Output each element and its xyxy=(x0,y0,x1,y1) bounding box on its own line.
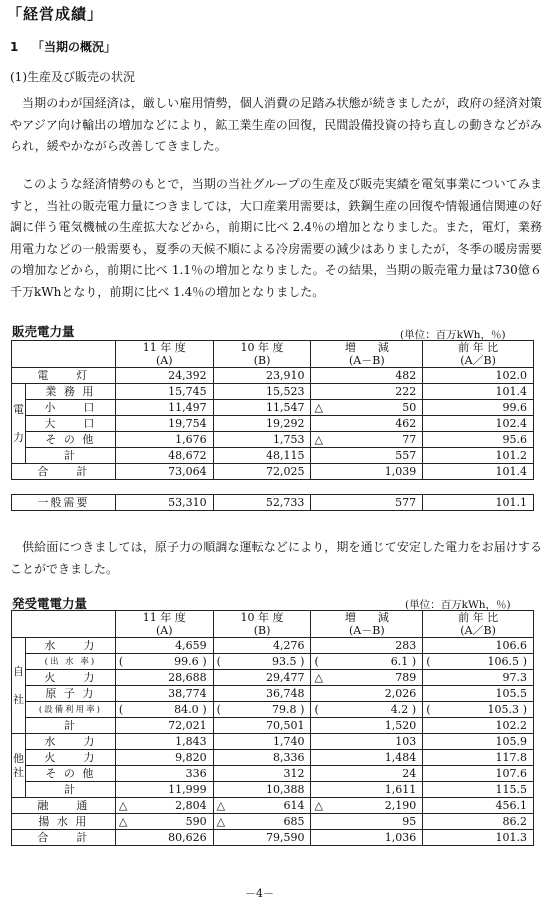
value-fy11: 19,754 xyxy=(115,416,213,432)
table-row xyxy=(12,814,534,830)
value-ratio: 86.2 xyxy=(423,814,534,830)
change-number: 24 xyxy=(402,766,417,780)
row-label: 一般需要 xyxy=(12,495,116,511)
change-number: 2,026 xyxy=(384,686,417,700)
table-row xyxy=(12,686,534,702)
value-fy11: 28,688 xyxy=(115,670,213,686)
value-fy11: 72,021 xyxy=(115,718,213,734)
value-fy11: 38,774 xyxy=(115,686,213,702)
value-fy10: 10,388 xyxy=(213,782,311,798)
value-fy10: 70,501 xyxy=(213,718,311,734)
change-number: 462 xyxy=(395,416,417,430)
value-ratio: 105.5 xyxy=(423,686,534,702)
value-fy11 xyxy=(115,814,213,830)
value-fy11: 1,676 xyxy=(115,432,213,448)
open-paren: ( xyxy=(426,702,431,716)
table-row xyxy=(12,416,534,432)
value-fy10: 19,292 xyxy=(213,416,311,432)
header-fy11-sub: (A) xyxy=(155,354,173,367)
paren-number: 4.2 xyxy=(390,702,409,716)
header-fy10 xyxy=(213,341,311,368)
value-fy10: 29,477 xyxy=(213,670,311,686)
own-company-group-label xyxy=(12,638,26,734)
cell-number: 2,190 xyxy=(384,798,417,812)
change-number: 103 xyxy=(395,734,417,748)
value-ratio xyxy=(423,654,534,670)
header-ratio-label: 前 年 比 xyxy=(458,611,499,624)
value-change xyxy=(311,750,423,766)
value-change xyxy=(311,830,423,846)
value-ratio: 101.3 xyxy=(423,830,534,846)
sales-table-unit: (単位：百万kWh，％) xyxy=(400,329,506,341)
value-change xyxy=(311,718,423,734)
value-ratio: 101.2 xyxy=(423,448,534,464)
cell-number: 590 xyxy=(185,814,207,828)
row-label: (設備利用率) xyxy=(25,702,115,718)
value-change xyxy=(311,368,423,384)
value-fy11: 11,497 xyxy=(115,400,213,416)
value-fy10: 23,910 xyxy=(213,368,311,384)
gen-table-unit: (単位：百万kWh，％) xyxy=(405,599,511,611)
table-row xyxy=(12,718,534,734)
header-blank xyxy=(12,611,116,638)
value-change xyxy=(311,400,423,416)
paren-number: 105.3 xyxy=(487,702,519,716)
decrease-mark: △ xyxy=(314,432,323,446)
decrease-mark: △ xyxy=(314,798,323,812)
change-number: 283 xyxy=(395,638,417,652)
other-company-group-label xyxy=(12,734,26,798)
row-label: 水 力 xyxy=(25,734,115,750)
header-fy10-label: 10 年 度 xyxy=(240,341,284,354)
paren-number: 79.8 xyxy=(271,702,297,716)
value-fy10 xyxy=(213,702,311,718)
value-fy10: 4,276 xyxy=(213,638,311,654)
value-fy11: 15,745 xyxy=(115,384,213,400)
header-change-label: 増 減 xyxy=(344,611,389,624)
value-ratio: 97.3 xyxy=(423,670,534,686)
value-fy11 xyxy=(115,654,213,670)
value-change xyxy=(311,654,423,670)
close-paren: ) xyxy=(300,654,305,668)
value-fy10 xyxy=(213,654,311,670)
value-fy11: 336 xyxy=(115,766,213,782)
table-row-total xyxy=(12,830,534,846)
value-ratio: 102.4 xyxy=(423,416,534,432)
row-label: 揚 水 用 xyxy=(12,814,116,830)
value-fy11: 48,672 xyxy=(115,448,213,464)
value-fy10: 15,523 xyxy=(213,384,311,400)
row-label: (出 水 率) xyxy=(25,654,115,670)
row-label: 融 通 xyxy=(12,798,116,814)
group-char: 電 xyxy=(12,402,24,416)
paren-number: 93.5 xyxy=(271,654,297,668)
change-number: 557 xyxy=(395,448,417,462)
row-label: 業 務 用 xyxy=(25,384,115,400)
value-fy11 xyxy=(115,830,213,846)
sales-table xyxy=(11,340,534,480)
value-fy11: 4,659 xyxy=(115,638,213,654)
header-ratio-sub: (A／B) xyxy=(460,624,496,637)
header-ratio-sub: (A／B) xyxy=(460,354,496,367)
row-label: 電 灯 xyxy=(12,368,116,384)
header-fy10-sub: (B) xyxy=(253,354,271,367)
open-paren: ( xyxy=(118,654,124,668)
row-label: 大 口 xyxy=(25,416,115,432)
value-change xyxy=(311,670,423,686)
header-ratio-label: 前 年 比 xyxy=(458,341,499,354)
value-ratio: 101.4 xyxy=(423,384,534,400)
value-change xyxy=(311,766,423,782)
sales-header-row xyxy=(12,341,534,368)
close-paren: ) xyxy=(202,654,207,668)
cell-number: 1,036 xyxy=(384,830,417,844)
table-row xyxy=(12,432,534,448)
row-label: 火 力 xyxy=(25,750,115,766)
header-fy10-sub: (B) xyxy=(253,624,271,637)
value-fy11: 11,999 xyxy=(115,782,213,798)
value-change xyxy=(311,686,423,702)
decrease-mark: △ xyxy=(216,814,226,828)
value-fy10: 36,748 xyxy=(213,686,311,702)
change-number: 77 xyxy=(402,432,417,446)
value-ratio: 102.2 xyxy=(423,718,534,734)
value-fy10: 48,115 xyxy=(213,448,311,464)
value-change xyxy=(311,432,423,448)
decrease-mark: △ xyxy=(118,798,128,812)
change-number: 1,484 xyxy=(384,750,417,764)
open-paren: ( xyxy=(314,654,319,668)
header-change xyxy=(311,611,423,638)
value-fy10 xyxy=(213,830,311,846)
row-label: 小 口 xyxy=(25,400,115,416)
row-label: 火 力 xyxy=(25,670,115,686)
section-title xyxy=(10,38,116,55)
paren-number: 84.0 xyxy=(174,702,199,716)
value-fy10: 11,547 xyxy=(213,400,311,416)
row-label: 計 xyxy=(25,448,115,464)
paren-number: 106.5 xyxy=(487,654,519,668)
value-ratio: 107.6 xyxy=(423,766,534,782)
row-label: そ の 他 xyxy=(25,766,115,782)
cell-number: 95 xyxy=(402,814,417,828)
table-row xyxy=(12,654,534,670)
value-fy10: 1,753 xyxy=(213,432,311,448)
value-fy11: 9,820 xyxy=(115,750,213,766)
open-paren: ( xyxy=(314,702,319,716)
change-number: 789 xyxy=(395,670,417,684)
table-row xyxy=(12,734,534,750)
table-row xyxy=(12,702,534,718)
power-group-label xyxy=(12,384,26,464)
value-fy10 xyxy=(213,814,311,830)
document-heading: 「経営成績」 xyxy=(7,5,104,23)
change-number: 222 xyxy=(395,384,417,398)
row-label: 水 力 xyxy=(25,638,115,654)
open-paren: ( xyxy=(426,654,431,668)
value-ratio xyxy=(423,702,534,718)
value-ratio: 102.0 xyxy=(423,368,534,384)
header-change xyxy=(311,341,423,368)
page-number: －4－ xyxy=(245,887,274,900)
header-fy10 xyxy=(213,611,311,638)
value-fy11: 24,392 xyxy=(115,368,213,384)
value-ratio: 456.1 xyxy=(423,798,534,814)
table-row xyxy=(12,798,534,814)
decrease-mark: △ xyxy=(118,814,128,828)
value-change: 577 xyxy=(311,495,423,511)
change-number: 1,039 xyxy=(384,464,417,478)
table-row xyxy=(12,766,534,782)
value-change xyxy=(311,638,423,654)
generation-table xyxy=(11,610,534,846)
group-char: 他 xyxy=(12,751,24,765)
change-number: 1,611 xyxy=(384,782,417,796)
value-change xyxy=(311,448,423,464)
change-number: 482 xyxy=(395,368,417,382)
row-label: 計 xyxy=(25,718,115,734)
general-demand-table xyxy=(11,494,534,511)
value-fy10: 312 xyxy=(213,766,311,782)
value-change xyxy=(311,782,423,798)
value-ratio: 101.1 xyxy=(423,495,534,511)
subsection-title: (1)生産及び販売の状況 xyxy=(10,70,135,84)
value-change xyxy=(311,416,423,432)
value-change xyxy=(311,384,423,400)
value-fy11 xyxy=(115,798,213,814)
cell-number: 2,804 xyxy=(175,798,207,812)
table-row-total xyxy=(12,464,534,480)
group-char: 社 xyxy=(12,765,24,779)
close-paren: ) xyxy=(522,654,527,668)
section-title-text: 「当期の概況」 xyxy=(32,40,117,54)
value-change xyxy=(311,464,423,480)
header-change-sub: (A－B) xyxy=(349,624,385,637)
header-blank xyxy=(12,341,116,368)
value-fy11: 73,064 xyxy=(115,464,213,480)
row-label: 原 子 力 xyxy=(25,686,115,702)
value-fy10 xyxy=(213,798,311,814)
table-row xyxy=(12,448,534,464)
group-char: 社 xyxy=(12,692,24,706)
open-paren: ( xyxy=(118,702,124,716)
value-change xyxy=(311,798,423,814)
row-label: 合 計 xyxy=(12,464,116,480)
header-fy11-sub: (A) xyxy=(155,624,173,637)
header-fy11 xyxy=(115,341,213,368)
value-ratio: 99.6 xyxy=(423,400,534,416)
value-ratio: 115.5 xyxy=(423,782,534,798)
table-row xyxy=(12,384,534,400)
value-change xyxy=(311,702,423,718)
value-fy11: 53,310 xyxy=(115,495,213,511)
value-fy10: 52,733 xyxy=(213,495,311,511)
change-number: 50 xyxy=(402,400,417,414)
cell-number: 614 xyxy=(283,798,305,812)
value-fy10: 1,740 xyxy=(213,734,311,750)
decrease-mark: △ xyxy=(314,670,323,684)
table-row xyxy=(12,750,534,766)
paragraph-sales: このような経済情勢のもとで，当期の当社グループの生産及び販売実績を電気事業についてみますと，当社の販売電力量につきましては，大口産業用需要は，鉄鋼生産の回復や情報通信関連の好調に伴う電気機械の生産拡大などから，前期に比べ 2.4％の増加となりました。また，電灯，業務用電力などの一般需要も，夏季の天候不順による冷房需要の減少はありましたが，冬季の暖房需要の増加などから，前期に比べ 1.1％の増加となりました。その結果，当期の販売電力量は730億６千万kWhとなり，前期に比べ 1.4％の増加となりました。 xyxy=(10,177,542,299)
value-ratio: 105.9 xyxy=(423,734,534,750)
close-paren: ) xyxy=(411,654,417,668)
section-number: 1 xyxy=(10,40,19,54)
header-fy10-label: 10 年 度 xyxy=(240,611,284,624)
gen-header-row xyxy=(12,611,534,638)
header-change-sub: (A－B) xyxy=(349,354,385,367)
header-fy11-label: 11 年 度 xyxy=(142,611,186,624)
sales-table-title: 販売電力量 xyxy=(12,324,75,339)
row-label: 計 xyxy=(25,782,115,798)
paragraph-economy: 当期のわが国経済は，厳しい雇用情勢，個人消費の足踏み状態が続きましたが，政府の経済対策やアジア向け輸出の増加などにより，鉱工業生産の回復，民間設備投資の持ち直しの動きなどがみられ，緩やかながら改善してきました。 xyxy=(10,96,542,153)
table-row xyxy=(12,495,534,511)
cell-number: 685 xyxy=(283,814,305,828)
value-ratio: 95.6 xyxy=(423,432,534,448)
row-label: そ の 他 xyxy=(25,432,115,448)
gen-table-title: 発受電電力量 xyxy=(12,596,88,611)
header-ratio xyxy=(423,341,534,368)
header-change-label: 増 減 xyxy=(344,341,389,354)
row-label: 合 計 xyxy=(12,830,116,846)
table-row xyxy=(12,670,534,686)
decrease-mark: △ xyxy=(216,798,226,812)
table-row xyxy=(12,368,534,384)
value-change xyxy=(311,814,423,830)
table-row xyxy=(12,782,534,798)
group-char: 力 xyxy=(12,430,24,444)
table-row xyxy=(12,400,534,416)
value-fy11: 1,843 xyxy=(115,734,213,750)
paragraph-supply: 供給面につきましては，原子力の順調な運転などにより，期を通じて安定した電力をお届けすることができました。 xyxy=(10,540,542,576)
value-fy10: 8,336 xyxy=(213,750,311,766)
value-change xyxy=(311,734,423,750)
value-fy11 xyxy=(115,702,213,718)
open-paren: ( xyxy=(216,702,221,716)
group-char: 自 xyxy=(12,664,24,678)
header-fy11-label: 11 年 度 xyxy=(142,341,186,354)
close-paren: ) xyxy=(202,702,207,716)
value-ratio: 101.4 xyxy=(423,464,534,480)
value-fy10: 72,025 xyxy=(213,464,311,480)
close-paren: ) xyxy=(300,702,305,716)
cell-number: 80,626 xyxy=(168,830,207,844)
close-paren: ) xyxy=(411,702,417,716)
open-paren: ( xyxy=(216,654,221,668)
value-ratio: 117.8 xyxy=(423,750,534,766)
paren-number: 99.6 xyxy=(174,654,199,668)
header-fy11 xyxy=(115,611,213,638)
table-row xyxy=(12,638,534,654)
value-ratio: 106.6 xyxy=(423,638,534,654)
header-ratio xyxy=(423,611,534,638)
paren-number: 6.1 xyxy=(390,654,409,668)
change-number: 1,520 xyxy=(384,718,417,732)
decrease-mark: △ xyxy=(314,400,323,414)
close-paren: ) xyxy=(522,702,527,716)
cell-number: 79,590 xyxy=(265,830,305,844)
